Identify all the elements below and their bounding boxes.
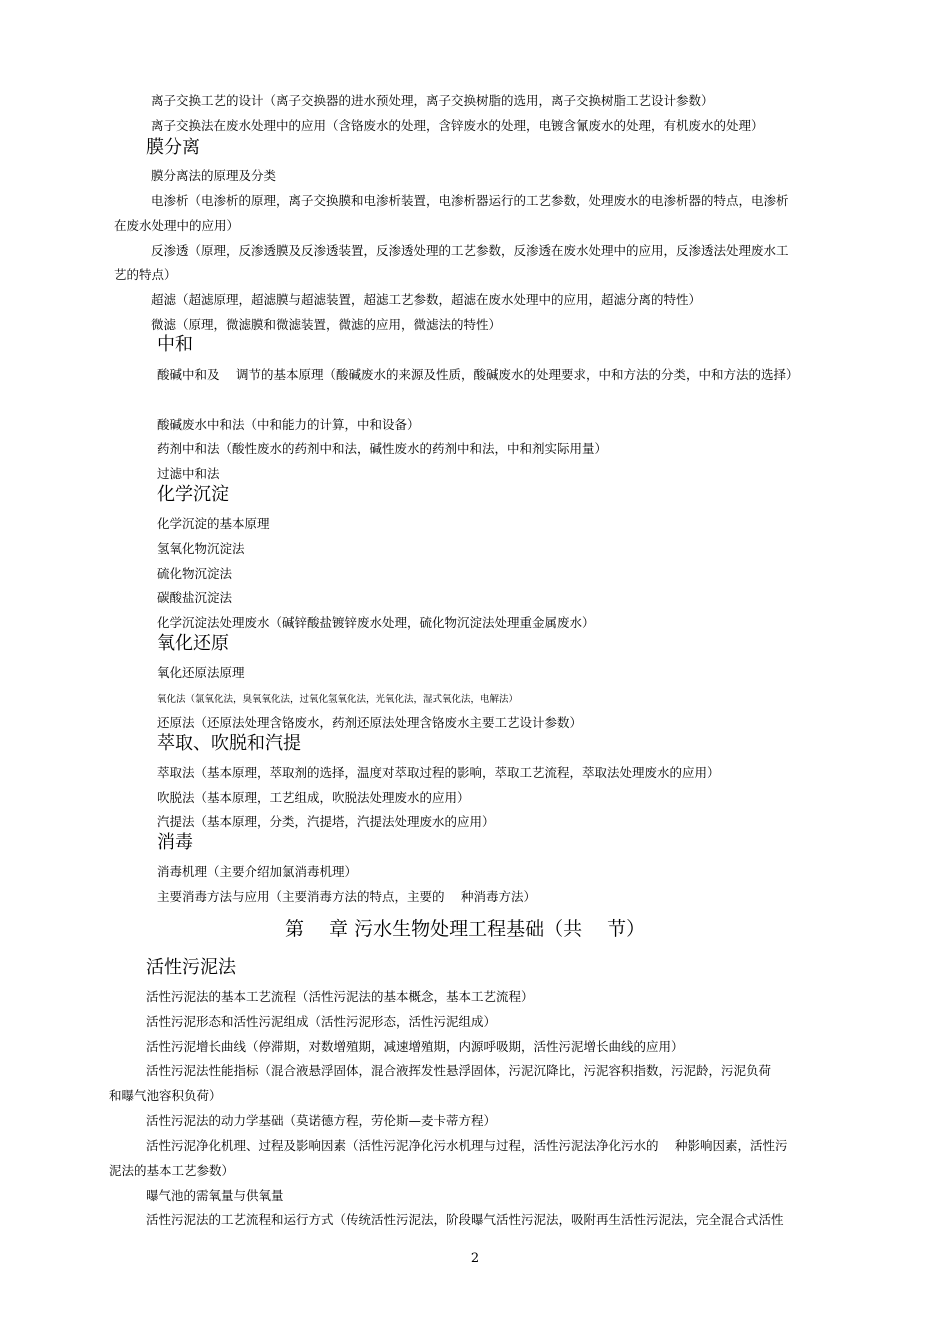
section-heading: 活性污泥法 bbox=[146, 957, 236, 978]
text-line: 氢氧化物沉淀法 bbox=[157, 541, 245, 556]
text-line: 氧化还原法原理 bbox=[157, 665, 245, 680]
text-line: 主要消毒方法与应用（主要消毒方法的特点，主要的 种消毒方法） bbox=[157, 889, 536, 904]
text-line: 活性污泥法的基本工艺流程（活性污泥法的基本概念，基本工艺流程） bbox=[146, 989, 534, 1004]
text-line: 酸碱中和及 调节的基本原理（酸碱废水的来源及性质，酸碱废水的处理要求，中和方法的分类，中和方法的选择） bbox=[157, 367, 799, 382]
text-line: 还原法（还原法处理含铬废水，药剂还原法处理含铬废水主要工艺设计参数） bbox=[157, 715, 583, 730]
text-line: 碳酸盐沉淀法 bbox=[157, 590, 233, 605]
text-line: 化学沉淀法处理废水（碱锌酸盐镀锌废水处理，硫化物沉淀法处理重金属废水） bbox=[157, 615, 595, 630]
text-line: 活性污泥法的动力学基础（莫诺德方程，劳伦斯—麦卡蒂方程） bbox=[146, 1113, 497, 1128]
text-line: 消毒机理（主要介绍加氯消毒机理） bbox=[157, 864, 358, 879]
text-line: 吹脱法（基本原理，工艺组成，吹脱法处理废水的应用） bbox=[157, 790, 470, 805]
section-heading: 氧化还原 bbox=[157, 633, 229, 654]
text-line: 药剂中和法（酸性废水的药剂中和法，碱性废水的药剂中和法，中和剂实际用量） bbox=[157, 441, 608, 456]
text-line: 微滤（原理，微滤膜和微滤装置，微滤的应用，微滤法的特性） bbox=[151, 317, 502, 332]
text-line: 化学沉淀的基本原理 bbox=[157, 516, 270, 531]
text-line: 电渗析（电渗析的原理，离子交换膜和电渗析装置，电渗析器运行的工艺参数，处理废水的电渗析器的特点，电渗析 bbox=[151, 193, 789, 208]
text-line: 艺的特点） bbox=[114, 267, 177, 282]
text-line: 活性污泥增长曲线（停滞期，对数增殖期，减速增殖期，内源呼吸期，活性污泥增长曲线的应用） bbox=[146, 1039, 684, 1054]
text-line: 离子交换法在废水处理中的应用（含铬废水的处理，含锌废水的处理，电镀含氰废水的处理，有机废水的处理） bbox=[151, 118, 764, 133]
section-heading: 化学沉淀 bbox=[157, 484, 229, 505]
text-line: 氧化法（氯氧化法，臭氧氧化法，过氧化氢氧化法，光氧化法，湿式氧化法，电解法） bbox=[157, 694, 519, 705]
text-line: 在废水处理中的应用） bbox=[114, 218, 240, 233]
chapter-title: 第 章 污水生物处理工程基础（共 节） bbox=[285, 918, 646, 940]
text-line: 泥法的基本工艺参数） bbox=[109, 1163, 235, 1178]
text-line: 萃取法（基本原理，萃取剂的选择，温度对萃取过程的影响，萃取工艺流程，萃取法处理废水的应用） bbox=[157, 765, 720, 780]
text-line: 和曝气池容积负荷） bbox=[109, 1088, 222, 1103]
page-number: 2 bbox=[470, 1251, 480, 1266]
text-line: 反渗透（原理，反渗透膜及反渗透装置，反渗透处理的工艺参数，反渗透在废水处理中的应用，反渗透法处理废水工 bbox=[151, 243, 789, 258]
text-line: 离子交换工艺的设计（离子交换器的进水预处理，离子交换树脂的选用，离子交换树脂工艺设计参数） bbox=[151, 93, 714, 108]
text-line: 活性污泥法性能指标（混合液悬浮固体，混合液挥发性悬浮固体，污泥沉降比，污泥容积指数，污泥龄，污泥负荷 bbox=[146, 1063, 772, 1078]
text-line: 活性污泥法的工艺流程和运行方式（传统活性污泥法，阶段曝气活性污泥法，吸附再生活性污泥法，完全混合式活性 bbox=[146, 1212, 784, 1227]
text-line: 活性污泥净化机理、过程及影响因素（活性污泥净化污水机理与过程，活性污泥法净化污水的 种影响因素，活性污 bbox=[146, 1138, 788, 1153]
text-line: 活性污泥形态和活性污泥组成（活性污泥形态，活性污泥组成） bbox=[146, 1014, 497, 1029]
text-line: 膜分离法的原理及分类 bbox=[151, 168, 277, 183]
text-line: 硫化物沉淀法 bbox=[157, 566, 233, 581]
text-line: 超滤（超滤原理，超滤膜与超滤装置，超滤工艺参数，超滤在废水处理中的应用，超滤分离的特性） bbox=[151, 292, 702, 307]
text-line: 汽提法（基本原理，分类，汽提塔，汽提法处理废水的应用） bbox=[157, 814, 495, 829]
section-heading: 萃取、吹脱和汽提 bbox=[157, 733, 301, 754]
section-heading: 中和 bbox=[157, 334, 193, 355]
section-heading: 消毒 bbox=[157, 832, 193, 853]
text-line: 曝气池的需氧量与供氧量 bbox=[146, 1188, 284, 1203]
text-line: 过滤中和法 bbox=[157, 466, 220, 481]
section-heading: 膜分离 bbox=[146, 137, 200, 158]
text-line: 酸碱废水中和法（中和能力的计算，中和设备） bbox=[157, 417, 420, 432]
